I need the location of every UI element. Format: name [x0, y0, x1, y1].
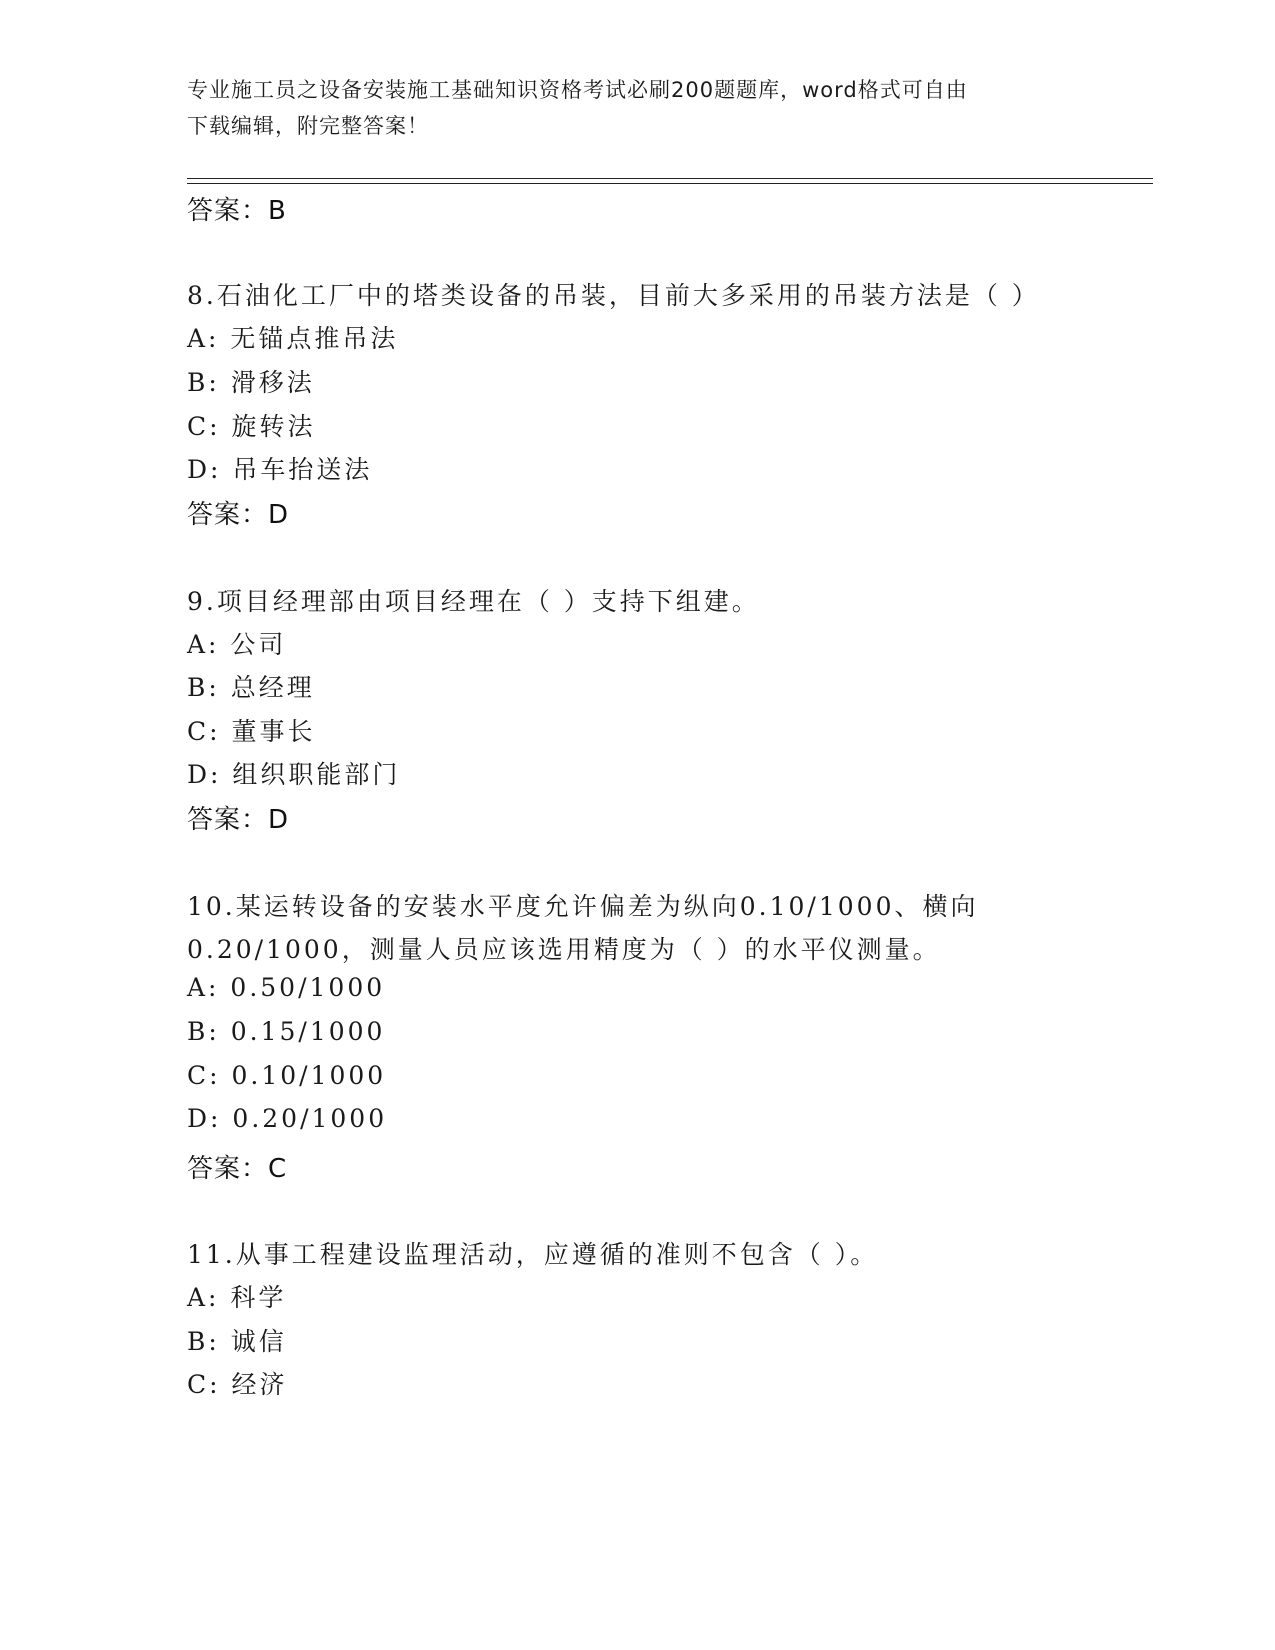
q11-option-a: A: 科学	[187, 1283, 287, 1312]
question-11: 11.从事工程建设监理活动，应遵循的准则不包含（ ）。	[187, 1240, 879, 1269]
header-line-2: 下载编辑，附完整答案！	[187, 114, 429, 138]
q10-option-c: C: 0.10/1000	[187, 1061, 387, 1090]
header-divider-bottom	[187, 183, 1153, 184]
document-header	[187, 72, 1067, 144]
question-9: 9.项目经理部由项目经理在（ ）支持下组建。	[187, 587, 760, 616]
q10-option-a: A: 0.50/1000	[187, 973, 386, 1002]
question-10-line-2: 0.20/1000，测量人员应该选用精度为（ ）的水平仪测量。	[187, 935, 941, 964]
q10-option-b: B: 0.15/1000	[187, 1017, 386, 1046]
q11-option-c: C: 经济	[187, 1370, 288, 1399]
previous-answer: 答案：B	[187, 196, 287, 226]
q10-answer: 答案：C	[187, 1154, 288, 1184]
question-10-line-1: 10.某运转设备的安装水平度允许偏差为纵向0.10/1000、横向	[187, 892, 979, 921]
header-divider-top	[187, 178, 1153, 179]
q9-option-a: A: 公司	[187, 630, 287, 659]
header-line-1: 专业施工员之设备安装施工基础知识资格考试必刷200题题库，word格式可自由	[187, 78, 968, 102]
q8-option-b: B: 滑移法	[187, 368, 315, 397]
q8-answer: 答案：D	[187, 500, 290, 530]
q9-option-b: B: 总经理	[187, 673, 315, 702]
q8-option-c: C: 旋转法	[187, 412, 316, 441]
q10-option-d: D: 0.20/1000	[187, 1104, 388, 1133]
q9-answer: 答案：D	[187, 805, 290, 835]
question-8: 8.石油化工厂中的塔类设备的吊装，目前大多采用的吊装方法是（ ）	[187, 281, 1040, 310]
q9-option-d: D: 组织职能部门	[187, 760, 401, 789]
q8-option-a: A: 无锚点推吊法	[187, 324, 399, 353]
q11-option-b: B: 诚信	[187, 1327, 287, 1356]
q8-option-d: D: 吊车抬送法	[187, 455, 373, 484]
q9-option-c: C: 董事长	[187, 717, 316, 746]
